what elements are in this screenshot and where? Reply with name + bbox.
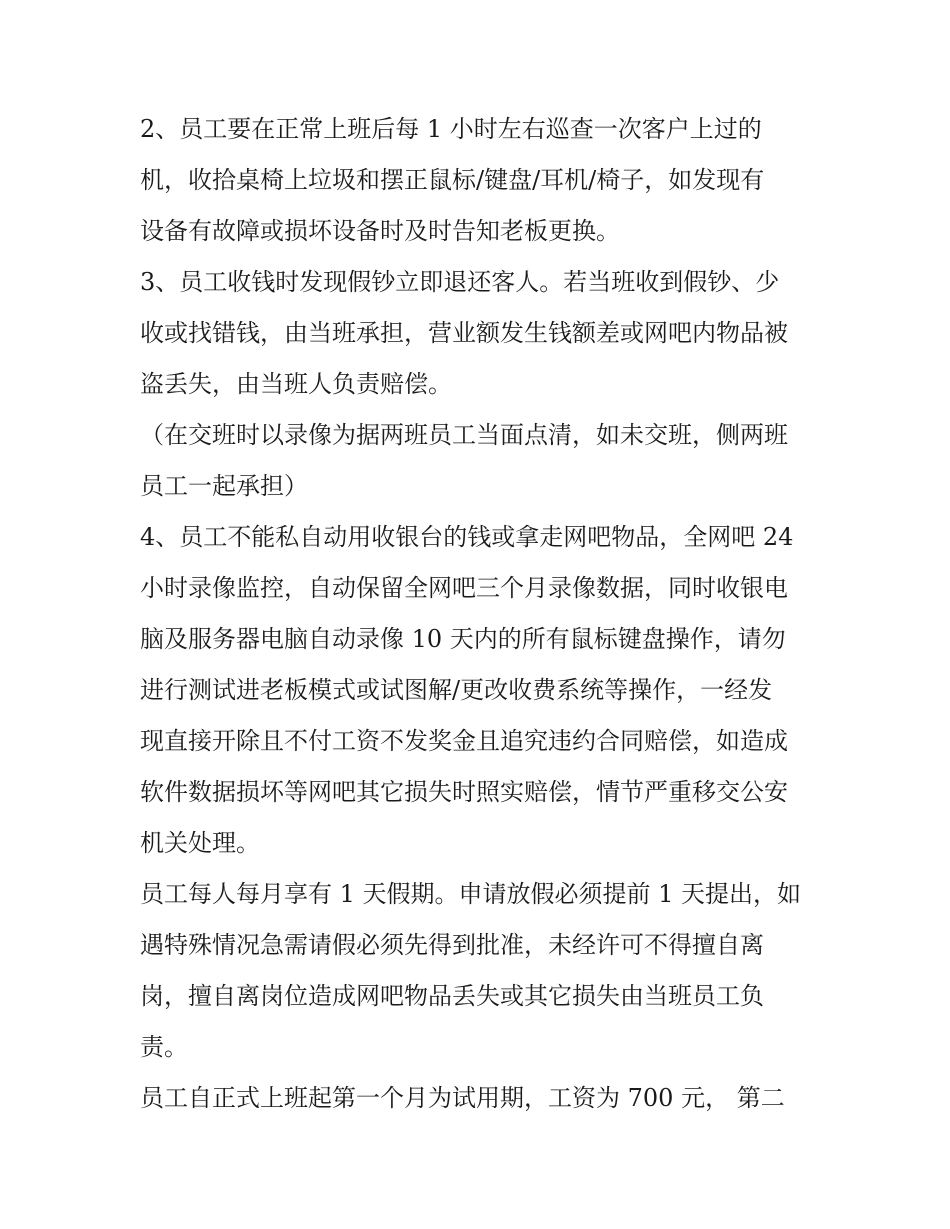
text-line: 机关处理。 [140,829,260,857]
text-line: 软件数据损坏等网吧其它损失时照实赔偿，情节严重移交公安 [140,778,788,806]
text-line: 责。 [140,1033,188,1061]
text-line: 遇特殊情况急需请假必须先得到批准，未经许可不得擅自离 [140,931,764,959]
text-line: 员工每人每月享有 1 天假期。申请放假必须提前 1 天提出，如 [140,880,802,908]
text-line: 盗丢失，由当班人负责赔偿。 [140,370,452,398]
text-line: 进行测试进老板模式或试图解/更改收费系统等操作，一经发 [140,676,773,704]
text-line: 小时录像监控，自动保留全网吧三个月录像数据，同时收银电 [140,574,788,602]
text-line: 现直接开除且不付工资不发奖金且追究违约合同赔偿，如造成 [140,727,788,755]
text-line: 脑及服务器电脑自动录像 10 天内的所有鼠标键盘操作，请勿 [140,625,786,653]
text-line: 收或找错钱，由当班承担，营业额发生钱额差或网吧内物品被 [140,319,788,347]
text-line: 岗，擅自离岗位造成网吧物品丢失或其它损失由当班员工负 [140,982,764,1010]
text-line: （在交班时以录像为据两班员工当面点清，如未交班，侧两班 [140,421,788,449]
text-line: 员工自正式上班起第一个月为试用期，工资为 700 元， 第二 [140,1084,785,1112]
text-line: 机，收拾桌椅上垃圾和摆正鼠标/键盘/耳机/椅子，如发现有 [140,166,765,194]
text-line: 2、员工要在正常上班后每 1 小时左右巡查一次客户上过的 [140,115,762,143]
text-line: 员工一起承担） [140,472,308,500]
document-body [140,104,820,1124]
text-line: 设备有故障或损坏设备时及时告知老板更换。 [140,217,620,245]
text-line: 4、员工不能私自动用收银台的钱或拿走网吧物品，全网吧 24 [140,523,794,551]
text-line: 3、员工收钱时发现假钞立即退还客人。若当班收到假钞、少 [140,268,780,296]
